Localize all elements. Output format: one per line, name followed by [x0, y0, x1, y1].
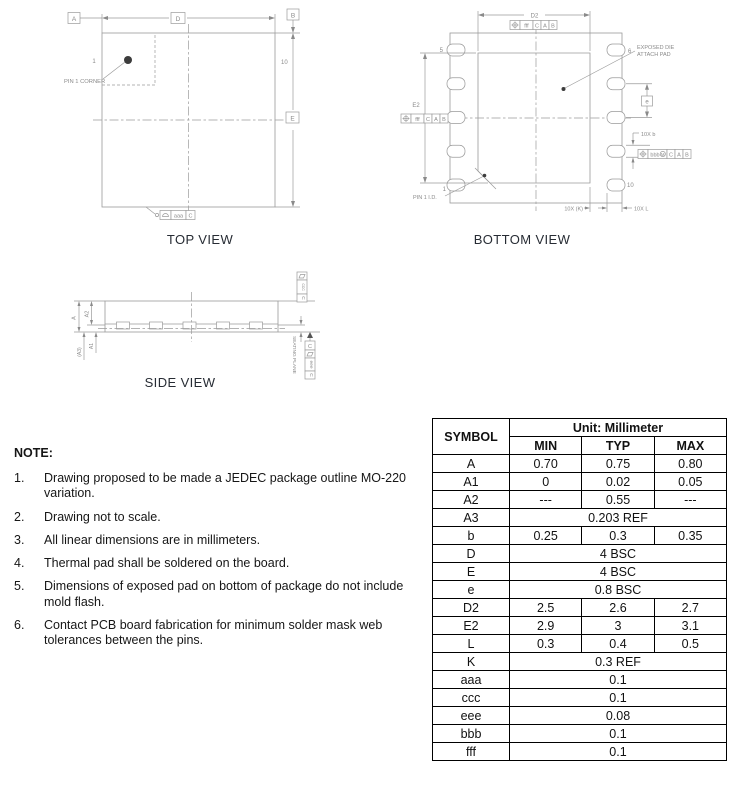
- fcf-eee-coplanarity: [305, 350, 315, 379]
- pin1-corner-label: PIN 1 CORNER: [64, 79, 106, 85]
- dim-e-pitch-label: e: [645, 99, 649, 106]
- side-view-caption: SIDE VIEW: [144, 375, 216, 390]
- table-row: A 0.70 0.75 0.80: [433, 455, 727, 473]
- table-row: E2 2.9 3 3.1: [433, 617, 727, 635]
- top-view-drawing: [60, 5, 310, 227]
- dim-d-label: D: [175, 16, 181, 23]
- svg-text:C: C: [669, 152, 673, 159]
- dim-a1-label: A1: [89, 342, 95, 350]
- table-subheader-row: MIN TYP MAX: [433, 437, 727, 455]
- bottom-view-caption: BOTTOM VIEW: [473, 232, 571, 247]
- svg-text:eee: eee: [308, 360, 313, 369]
- seating-plane-label: SEATING PLANE: [291, 336, 296, 374]
- table-row: A2 --- 0.55 ---: [433, 491, 727, 509]
- svg-text:B: B: [551, 23, 555, 30]
- unit-header: Unit: Millimeter: [510, 419, 727, 437]
- table-row: D 4 BSC: [433, 545, 727, 563]
- dim-a3-label: (A3): [77, 347, 83, 357]
- k-clearance-label: 10X (K): [564, 206, 583, 213]
- dim-e-label: E: [290, 115, 295, 123]
- top-view-caption: TOP VIEW: [166, 232, 234, 247]
- exposed-pad-callout-line2: ATTACH PAD: [637, 52, 671, 58]
- dim-a-label: A: [71, 316, 78, 320]
- note-item: 2. Drawing not to scale.: [14, 509, 161, 524]
- fcf-d2-position: [510, 21, 557, 30]
- svg-text:A: A: [677, 152, 681, 159]
- pin6-number: 6: [628, 49, 632, 55]
- svg-text:fff: fff: [415, 117, 420, 123]
- table-row: E 4 BSC: [433, 563, 727, 581]
- side-view-drawing: [60, 270, 360, 388]
- svg-text:A: A: [434, 117, 438, 123]
- pin5-number: 5: [439, 48, 443, 54]
- fcf-aaa-tolerance: aaa: [173, 213, 184, 220]
- datum-triangle-icon: [307, 332, 313, 338]
- svg-text:B: B: [442, 117, 446, 123]
- table-header-row: [433, 419, 727, 437]
- fcf-b-position: [638, 150, 691, 159]
- dimension-table: [432, 418, 727, 761]
- notes-heading: NOTE:: [14, 446, 53, 460]
- fcf-e2-position: [401, 114, 448, 123]
- lead-length-label: 10X L: [634, 206, 649, 213]
- exposed-pad-callout-line1: EXPOSED DIE: [637, 45, 675, 51]
- svg-text:C: C: [426, 117, 430, 123]
- pin10-number: 10: [627, 183, 634, 189]
- top-view-pin10-number: 10: [281, 60, 288, 66]
- note-item: 3. All linear dimensions are in millimeters.: [14, 532, 261, 547]
- bottom-view-drawing: [400, 5, 739, 227]
- table-row: ccc 0.1: [433, 689, 727, 707]
- svg-text:ccc: ccc: [300, 283, 305, 291]
- note-item: 1. Drawing proposed to be made a JEDEC package outline MO-220 variation.: [14, 471, 407, 501]
- table-row: aaa 0.1: [433, 671, 727, 689]
- dim-e2-label: E2: [412, 103, 420, 109]
- table-row: A1 0 0.02 0.05: [433, 473, 727, 491]
- note-item: 6. Contact PCB board fabrication for minimum solder mask web tolerances between the pins.: [14, 617, 383, 647]
- fcf-ccc-flatness: [297, 272, 307, 302]
- notes-section: [14, 446, 428, 656]
- table-row: L 0.3 0.4 0.5: [433, 635, 727, 653]
- table-row: fff 0.1: [433, 743, 727, 761]
- svg-text:C: C: [308, 373, 313, 377]
- svg-text:A: A: [543, 23, 547, 30]
- dim-a2-label: A2: [84, 310, 91, 318]
- datum-c-flag: C: [308, 344, 312, 350]
- datum-a-label: A: [71, 16, 77, 23]
- pin1-dot-marker: [124, 56, 132, 64]
- pin1-number: 1: [442, 187, 446, 193]
- table-row: b 0.25 0.3 0.35: [433, 527, 727, 545]
- svg-text:fff: fff: [524, 23, 529, 30]
- table-row: A3 0.203 REF: [433, 509, 727, 527]
- table-row: e 0.8 BSC: [433, 581, 727, 599]
- note-item: 4. Thermal pad shall be soldered on the board.: [14, 556, 290, 570]
- symbol-header: SYMBOL: [433, 419, 510, 455]
- table-row: K 0.3 REF: [433, 653, 727, 671]
- table-row: eee 0.08: [433, 707, 727, 725]
- lead-width-label: 10X b: [641, 132, 656, 138]
- pin1-id-label: PIN 1 I.D.: [413, 195, 437, 201]
- svg-text:C: C: [535, 23, 539, 30]
- fcf-aaa-datum: C: [188, 213, 193, 220]
- datum-b-label: B: [290, 12, 296, 20]
- side-view-terminals: [117, 322, 263, 329]
- table-row: D2 2.5 2.6 2.7: [433, 599, 727, 617]
- svg-text:bbb: bbb: [650, 152, 660, 159]
- svg-text:B: B: [685, 152, 689, 159]
- top-view-pin1-number: 1: [92, 59, 96, 65]
- table-row: bbb 0.1: [433, 725, 727, 743]
- dim-d2-label: D2: [530, 13, 539, 20]
- note-item: 5. Dimensions of exposed pad on bottom of package do not include mold flash.: [14, 579, 404, 609]
- svg-text:C: C: [300, 296, 305, 300]
- svg-text:M: M: [661, 151, 665, 157]
